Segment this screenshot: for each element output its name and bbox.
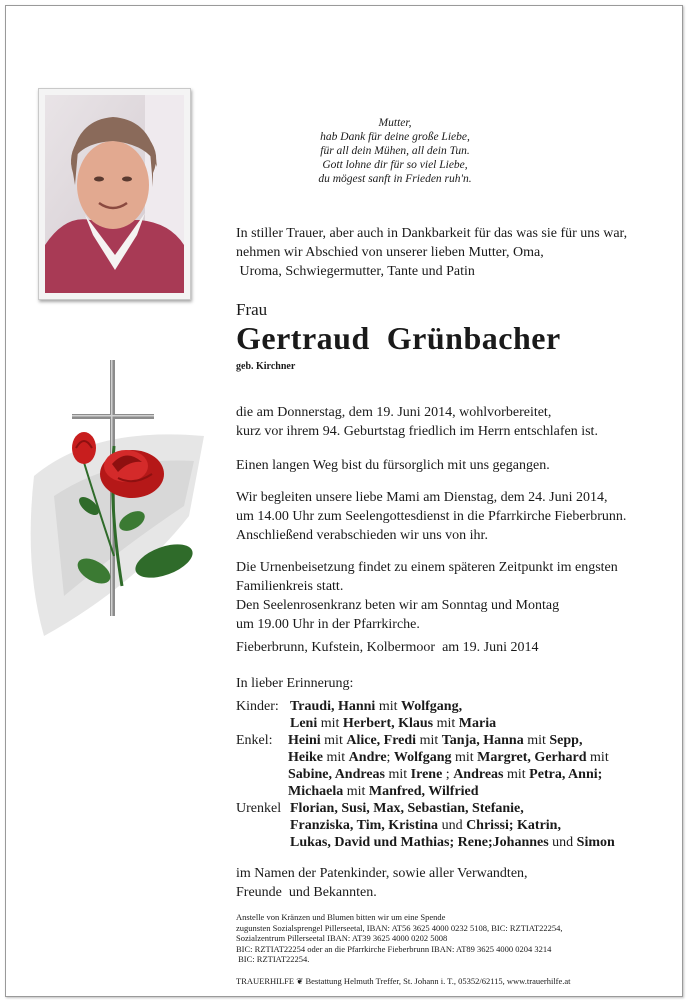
- death-notice-line: die am Donnerstag, dem 19. Juni 2014, wohlvorbereitet,: [236, 405, 552, 420]
- family-line: Franziska, Tim, Kristina und Chrissi; Katrin,: [290, 818, 561, 833]
- family-line: Michaela mit Manfred, Wilfried: [288, 784, 479, 799]
- intro-line: In stiller Trauer, aber auch in Dankbarkeit für das was sie für uns war,: [236, 226, 628, 241]
- donation-line: BIC: RZTIAT22254.: [236, 954, 310, 964]
- family-line: Sabine, Andreas mit Irene ; Andreas mit Petra, Anni;: [288, 767, 603, 782]
- great-grandchildren-label: Urenkel: [236, 801, 282, 816]
- donation-line: zugunsten Sozialsprengel Pillerseetal, IBAN: AT56 3625 4000 0232 5108, BIC: RZTIAT22254,: [236, 922, 563, 933]
- children-label: Kinder:: [236, 699, 279, 714]
- intro-line: Uroma, Schwiegermutter, Tante und Patin: [236, 264, 475, 279]
- poem-line: für all dein Mühen, all dein Tun.: [320, 145, 470, 157]
- donation-line: Sozialzentrum Pillerseetal IBAN: AT39 3625 4000 0202 5008: [236, 933, 448, 943]
- portrait-photo: [38, 88, 191, 300]
- family-line: Traudi, Hanni mit Wolfgang,: [290, 699, 463, 714]
- urn-line: Den Seelenrosenkranz beten wir am Sonntag und Montag: [236, 598, 560, 613]
- family-line: Florian, Susi, Max, Sebastian, Stefanie,: [290, 801, 524, 816]
- children-names: [290, 698, 496, 732]
- funeral-line: Anschließend verabschieden wir uns von ihr.: [236, 528, 488, 543]
- intro-paragraph: [236, 224, 676, 281]
- cross-rose-illustration: [14, 356, 214, 656]
- birth-name: geb. Kirchner: [236, 361, 296, 372]
- family-line: Heini mit Alice, Fredi mit Tanja, Hanna mit Sepp,: [288, 733, 583, 748]
- family-line: Leni mit Herbert, Klaus mit Maria: [290, 716, 497, 731]
- funeral-paragraph: [236, 488, 676, 545]
- urn-line: Die Urnenbeisetzung findet zu einem späteren Zeitpunkt im engsten: [236, 560, 618, 575]
- urn-line: um 19.00 Uhr in der Pfarrkirche.: [236, 617, 420, 632]
- poem-line: hab Dank für deine große Liebe,: [320, 131, 470, 143]
- urn-paragraph: [236, 558, 676, 634]
- donation-line: Anstelle von Kränzen und Blumen bitten wir um eine Spende: [236, 912, 446, 922]
- undertaker-line: TRAUERHILFE ❦ Bestattung Helmuth Treffer, St. Johann i. T., 05352/62115, www.trauerhilfe.at: [236, 976, 571, 986]
- death-notice-line: kurz vor ihrem 94. Geburtstag friedlich im Herrn entschlafen ist.: [236, 424, 598, 439]
- deceased-name: Gertraud Grünbacher: [236, 320, 561, 356]
- long-way-line: Einen langen Weg bist du fürsorglich mit uns gegangen.: [236, 458, 550, 473]
- intro-line: nehmen wir Abschied von unserer lieben Mutter, Oma,: [236, 245, 544, 260]
- family-list: [236, 698, 676, 851]
- closing-line: Freunde und Bekannten.: [236, 885, 377, 900]
- place-date: Fieberbrunn, Kufstein, Kolbermoor am 19. Juni 2014: [236, 640, 539, 655]
- poem-line: Mutter,: [378, 117, 412, 129]
- grandchildren-names: [288, 732, 609, 800]
- donation-note: [236, 912, 676, 965]
- great-grandchildren-names: [290, 800, 615, 851]
- grandchildren-row: [236, 732, 676, 800]
- death-notice: [236, 403, 676, 441]
- grandchildren-label: Enkel:: [236, 733, 273, 748]
- poem-line: Gott lohne dir für so viel Liebe,: [322, 159, 468, 171]
- closing-paragraph: [236, 864, 676, 902]
- family-line: Heike mit Andre; Wolfgang mit Margret, Gerhard mit: [288, 750, 609, 765]
- funeral-line: Wir begleiten unsere liebe Mami am Dienstag, dem 24. Juni 2014,: [236, 490, 608, 505]
- urn-line: Familienkreis statt.: [236, 579, 344, 594]
- children-row: [236, 698, 676, 732]
- closing-line: im Namen der Patenkinder, sowie aller Verwandten,: [236, 866, 528, 881]
- memory-heading: In lieber Erinnerung:: [236, 676, 354, 691]
- memorial-poem: [250, 116, 540, 186]
- poem-line: du mögest sanft in Frieden ruh'n.: [318, 173, 472, 185]
- donation-line: BIC: RZTIAT22254 oder an die Pfarrkirche Fieberbrunn IBAN: AT89 3625 4000 0204 3214: [236, 943, 552, 954]
- great-grandchildren-row: [236, 800, 676, 851]
- family-line: Lukas, David und Mathias; Rene;Johannes und Simon: [290, 835, 615, 850]
- funeral-line: um 14.00 Uhr zum Seelengottesdienst in die Pfarrkirche Fieberbrunn.: [236, 509, 627, 524]
- salutation: Frau: [236, 300, 268, 319]
